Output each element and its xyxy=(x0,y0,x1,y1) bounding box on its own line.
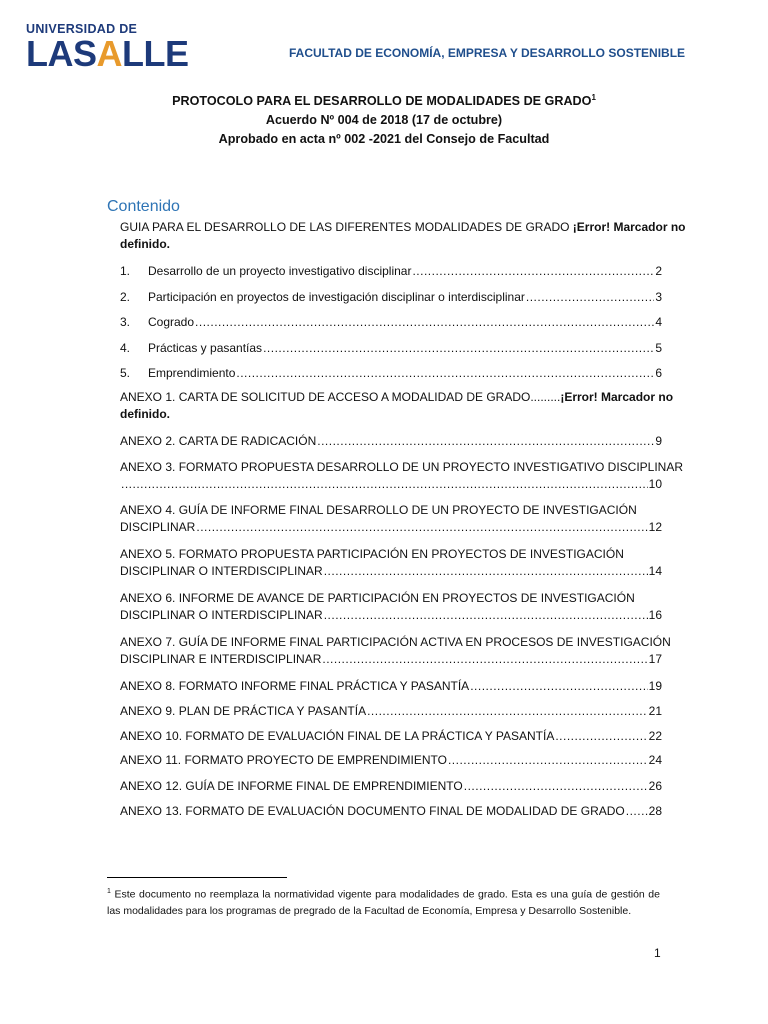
dot-leader xyxy=(317,433,654,450)
toc-entry-anexo-13[interactable] xyxy=(120,803,662,820)
logo-top-text: UNIVERSIDAD DE xyxy=(26,22,138,36)
toc-entry-anexo-5[interactable] xyxy=(120,546,662,580)
toc-entry-text: ANEXO 8. FORMATO INFORME FINAL PRÁCTICA Y PASANTÍA xyxy=(120,679,470,693)
title-line3: Aprobado en acta nº 002 -2021 del Consejo de Facultad xyxy=(218,132,550,146)
toc-entry-text: ANEXO 12. GUÍA DE INFORME FINAL DE EMPRENDIMIENTO xyxy=(120,779,463,793)
title-line1: PROTOCOLO PARA EL DESARROLLO DE MODALIDADES DE GRADO xyxy=(172,94,592,108)
toc-number: 2. xyxy=(120,290,131,304)
toc-page-number: 26 xyxy=(648,779,662,793)
logo-part1: LAS xyxy=(26,33,97,74)
toc-page-number: 5 xyxy=(655,341,662,355)
logo-accent-letter: A xyxy=(96,33,122,74)
dot-leader xyxy=(367,703,648,720)
toc-error-text: ¡Error! Marcador no xyxy=(572,220,686,234)
toc-entry-text: Cogrado xyxy=(148,315,195,329)
toc-entry-anexo-6[interactable] xyxy=(120,590,662,624)
footnote-separator xyxy=(107,877,287,878)
toc-entry-text: ANEXO 13. FORMATO DE EVALUACIÓN DOCUMENTO FINAL DE MODALIDAD DE GRADO xyxy=(120,804,625,818)
toc-entry-text: Emprendimiento xyxy=(148,366,236,380)
toc-page-number: 3 xyxy=(655,290,662,304)
footnote xyxy=(107,884,660,919)
toc-number: 3. xyxy=(120,315,131,329)
toc-error-text: definido. xyxy=(120,237,170,251)
toc-entry-text: ANEXO 9. PLAN DE PRÁCTICA Y PASANTÍA xyxy=(120,704,367,718)
page-number: 1 xyxy=(654,946,661,960)
toc-entry-anexo-12[interactable] xyxy=(120,778,662,795)
toc-entry-guia[interactable] xyxy=(120,219,686,253)
toc-page-number: 2 xyxy=(655,264,662,278)
toc-entry-anexo-10[interactable] xyxy=(120,728,662,745)
title-line2: Acuerdo Nº 004 de 2018 (17 de octubre) xyxy=(265,113,503,127)
toc-entry-anexo-9[interactable] xyxy=(120,703,662,720)
logo-part3: LLE xyxy=(122,33,189,74)
dot-leader xyxy=(236,365,654,382)
toc-number: 1. xyxy=(120,264,131,278)
toc-entry-text: ANEXO 2. CARTA DE RADICACIÓN xyxy=(120,434,317,448)
toc-page-number: 6 xyxy=(655,366,662,380)
toc-page-number: 22 xyxy=(648,729,662,743)
toc-entry-1[interactable] xyxy=(120,263,662,280)
toc-entry-text: ANEXO 1. CARTA DE SOLICITUD DE ACCESO A MODALIDAD DE GRADO xyxy=(120,390,531,404)
footnote-text: Este documento no reemplaza la normatividad vigente para modalidades de grado. Esta es una guía de gestión de las modalidades para los programas de pregrado de la Facultad de Economía, Empresa y Desarrollo Sostenible. xyxy=(107,888,660,917)
dot-leader xyxy=(324,563,648,580)
university-logo xyxy=(26,22,196,72)
toc-number: 4. xyxy=(120,341,131,355)
toc-entry-2[interactable] xyxy=(120,289,662,306)
toc-entry-anexo-1[interactable] xyxy=(120,389,674,423)
toc-entry-anexo-4[interactable] xyxy=(120,502,662,536)
toc-entry-text-cont: DISCIPLINAR O INTERDISCIPLINAR xyxy=(120,608,323,622)
dot-leader xyxy=(121,476,648,493)
toc-page-number: 14 xyxy=(648,564,662,578)
toc-entry-text: ANEXO 3. FORMATO PROPUESTA DESARROLLO DE UN PROYECTO INVESTIGATIVO DISCIPLINAR xyxy=(120,460,684,474)
toc-entry-text: ANEXO 5. FORMATO PROPUESTA PARTICIPACIÓN EN PROYECTOS DE INVESTIGACIÓN xyxy=(120,547,624,561)
dot-leader xyxy=(555,728,647,745)
toc-error-text: ¡Error! Marcador no xyxy=(560,390,674,404)
toc-page-number: 4 xyxy=(655,315,662,329)
toc-page-number: 10 xyxy=(648,477,662,491)
dot-leader xyxy=(195,314,654,331)
toc-page-number: 28 xyxy=(648,804,662,818)
toc-entry-text: GUIA PARA EL DESARROLLO DE LAS DIFERENTES MODALIDADES DE GRADO xyxy=(120,220,573,234)
toc-number: 5. xyxy=(120,366,131,380)
toc-page-number: 24 xyxy=(648,753,662,767)
dot-leader xyxy=(526,289,654,306)
dot-leader xyxy=(324,607,648,624)
toc-page-number: 16 xyxy=(648,608,662,622)
document-title xyxy=(0,92,768,149)
dot-leader xyxy=(196,519,647,536)
toc-error-text: definido. xyxy=(120,407,170,421)
toc-entry-text: ANEXO 6. INFORME DE AVANCE DE PARTICIPACIÓN EN PROYECTOS DE INVESTIGACIÓN xyxy=(120,591,635,605)
toc-page-number: 12 xyxy=(648,520,662,534)
toc-entry-4[interactable] xyxy=(120,340,662,357)
toc-entry-text: ANEXO 10. FORMATO DE EVALUACIÓN FINAL DE LA PRÁCTICA Y PASANTÍA xyxy=(120,729,555,743)
dot-leader: ......... xyxy=(530,390,561,404)
toc-entry-text-cont: DISCIPLINAR xyxy=(120,520,196,534)
toc-entry-text: Participación en proyectos de investigación disciplinar o interdisciplinar xyxy=(148,290,525,304)
dot-leader xyxy=(322,651,647,668)
toc-entry-anexo-8[interactable] xyxy=(120,678,662,695)
toc-entry-anexo-2[interactable] xyxy=(120,433,662,450)
toc-entry-text: ANEXO 11. FORMATO PROYECTO DE EMPRENDIMIENTO xyxy=(120,753,447,767)
toc-entry-text: ANEXO 7. GUÍA DE INFORME FINAL PARTICIPACIÓN ACTIVA EN PROCESOS DE INVESTIGACIÓN xyxy=(120,635,671,649)
toc-page-number: 17 xyxy=(648,652,662,666)
toc-entry-anexo-3[interactable] xyxy=(120,459,684,493)
toc-heading: Contenido xyxy=(107,198,180,215)
dot-leader xyxy=(448,752,648,769)
toc-page-number: 21 xyxy=(648,704,662,718)
footnote-mark: 1 xyxy=(107,888,111,895)
toc-entry-5[interactable] xyxy=(120,365,662,382)
toc-entry-3[interactable] xyxy=(120,314,662,331)
toc-entry-text: Desarrollo de un proyecto investigativo disciplinar xyxy=(148,264,412,278)
dot-leader xyxy=(464,778,648,795)
toc-entry-text: ANEXO 4. GUÍA DE INFORME FINAL DESARROLLO DE UN PROYECTO DE INVESTIGACIÓN xyxy=(120,503,637,517)
faculty-name: FACULTAD DE ECONOMÍA, EMPRESA Y DESARROLLO SOSTENIBLE xyxy=(289,46,686,60)
toc-entry-anexo-11[interactable] xyxy=(120,752,662,769)
toc-page-number: 9 xyxy=(655,434,662,448)
toc-entry-text-cont: DISCIPLINAR O INTERDISCIPLINAR xyxy=(120,564,323,578)
dot-leader xyxy=(263,340,654,357)
toc-page-number: 19 xyxy=(648,679,662,693)
toc-entry-anexo-7[interactable] xyxy=(120,634,671,668)
footnote-ref[interactable]: 1 xyxy=(591,92,596,102)
logo-wordmark xyxy=(26,33,196,74)
toc-entry-text-cont: DISCIPLINAR E INTERDISCIPLINAR xyxy=(120,652,322,666)
dot-leader xyxy=(412,263,654,280)
toc-entry-text: Prácticas y pasantías xyxy=(148,341,263,355)
dot-leader xyxy=(626,803,648,820)
dot-leader xyxy=(470,678,647,695)
